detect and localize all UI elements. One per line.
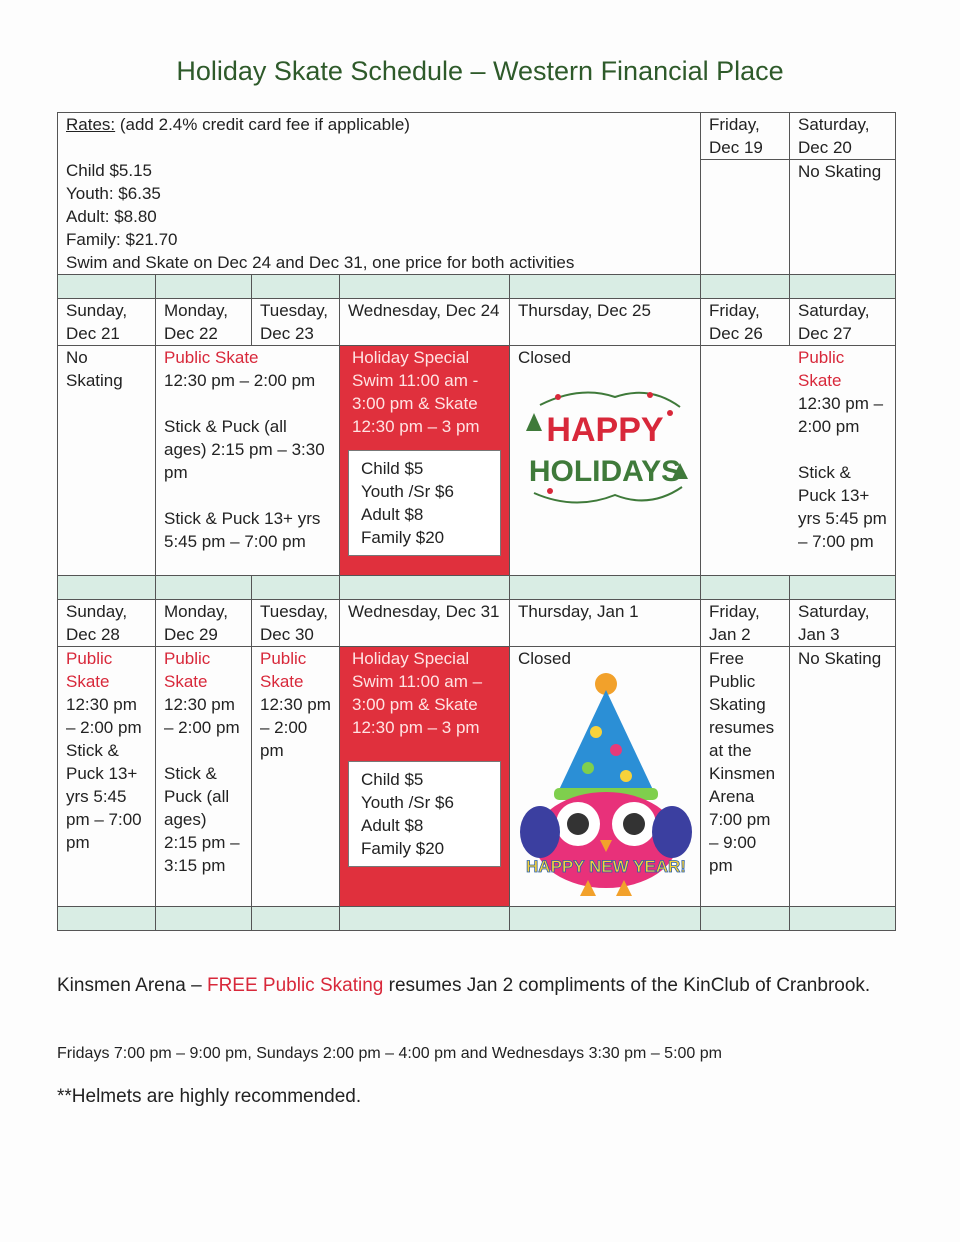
day-header: Friday, Dec 19 [701,113,790,160]
event-line: 12:30 pm – 2:00 pm [260,695,331,760]
rates-heading [66,113,692,136]
rate-youth: Youth: $6.35 [66,184,161,203]
holiday-special-text: Holiday Special Swim 11:00 am – 3:00 pm & Skate 12:30 pm – 3 pm [352,649,483,737]
closed-label: Closed [518,649,571,668]
event-line: 12:30 pm – 2:00 pm [164,695,240,737]
event-title: Public Skate [798,348,845,390]
event-title: Public Skate [164,348,259,367]
holidays-text: HOLIDAYS [528,455,682,488]
day-body [156,346,340,576]
page-title: Holiday Skate Schedule – Western Financial Place [176,56,784,86]
day-header: Friday, Dec 26 [701,299,790,346]
holiday-special-cell [340,346,510,576]
event-line: Stick & Puck 13+ yrs 5:45 pm – 7:00 pm [164,509,321,551]
price-box [348,450,501,556]
rate-family: Family: $21.70 [66,230,178,249]
day-header: Saturday, Dec 20 [790,113,896,160]
rates-note: (add 2.4% credit card fee if applicable) [115,115,410,134]
day-body [156,647,252,907]
price-line: Adult $8 [361,505,424,524]
happy-new-year-owl-graphic [518,672,694,900]
day-body [510,647,701,907]
day-header: Tuesday, Dec 23 [252,299,340,346]
schedule-table [57,112,896,931]
rates-cell [58,113,701,275]
rates-label: Rates: [66,115,116,134]
price-line: Family $20 [361,839,445,858]
day-header: Saturday, Jan 3 [790,600,896,647]
week-separator [58,576,896,600]
day-header: Monday, Dec 29 [156,600,252,647]
week3-header-row [58,600,896,647]
kinsmen-times: Fridays 7:00 pm – 9:00 pm, Sundays 2:00 pm – 4:00 pm and Wednesdays 3:30 pm – 5:00 pm [57,1045,722,1062]
kinsmen-note-start: Kinsmen Arena – [57,975,207,996]
happy-text: HAPPY [546,411,664,449]
event-title: Public Skate [164,649,211,691]
day-body [701,346,896,576]
day-body: No Skating [790,160,896,275]
event-line: 12:30 pm – 2:00 pm [164,371,316,390]
event-line: Stick & Puck 13+ yrs 5:45 pm – 7:00 pm [798,463,887,551]
holiday-special-text: Holiday Special Swim 11:00 am - 3:00 pm & Skate 12:30 pm – 3 pm [352,348,480,436]
happy-holidays-graphic [520,383,690,508]
day-header: Sunday, Dec 21 [58,299,156,346]
free-skating-highlight: FREE Public Skating [206,975,384,996]
price-line: Child $5 [361,770,424,789]
event-title: Public Skate [260,649,307,691]
day-body: No Skating [58,346,156,576]
kinsmen-note-end: resumes Jan 2 compliments of the KinClub of Cranbrook. [383,975,871,996]
event-line: Stick & Puck (all ages) 2:15 pm – 3:30 pm [164,417,325,482]
day-header: Saturday, Dec 27 [790,299,896,346]
day-body [252,647,340,907]
week2-body-row [58,346,896,576]
event-line: Stick & Puck (all ages) 2:15 pm – 3:15 pm [164,764,240,875]
day-body [58,647,156,907]
day-header: Wednesday, Dec 24 [340,299,510,346]
day-header: Thursday, Jan 1 [510,600,701,647]
price-line: Youth /Sr $6 [361,793,454,812]
rate-swim-skate-note: Swim and Skate on Dec 24 and Dec 31, one price for both activities [66,253,575,272]
price-line: Youth /Sr $6 [361,482,454,501]
day-body [701,160,790,275]
week1-header-row [58,113,896,160]
day-header: Tuesday, Dec 30 [252,600,340,647]
week-separator [58,275,896,299]
closed-label: Closed [518,348,571,367]
event-title: Public Skate [66,649,113,691]
day-body: No Skating [790,647,896,907]
week3-body-row [58,647,896,907]
day-header: Thursday, Dec 25 [510,299,701,346]
helmet-note: **Helmets are highly recommended. [57,1086,362,1107]
kinsmen-note [57,970,897,1001]
event-line: 12:30 pm – 2:00 pm [798,394,884,436]
week-separator [58,907,896,931]
day-body: Free Public Skating resumes at the Kinsmen Arena 7:00 pm – 9:00 pm [701,647,790,907]
rate-child: Child $5.15 [66,161,153,180]
price-box [348,761,501,867]
week2-header-row [58,299,896,346]
day-header: Friday, Jan 2 [701,600,790,647]
day-header: Wednesday, Dec 31 [340,600,510,647]
day-header: Monday, Dec 22 [156,299,252,346]
holiday-special-cell [340,647,510,907]
day-header: Sunday, Dec 28 [58,600,156,647]
happy-new-year-text: HAPPY NEW YEAR! [526,857,686,876]
price-line: Adult $8 [361,816,424,835]
event-line: 12:30 pm – 2:00 pm Stick & Puck 13+ yrs 5:45 pm – 7:00 pm [66,695,142,852]
day-body [510,346,701,576]
price-line: Family $20 [361,528,445,547]
rate-adult: Adult: $8.80 [66,207,157,226]
price-line: Child $5 [361,459,424,478]
